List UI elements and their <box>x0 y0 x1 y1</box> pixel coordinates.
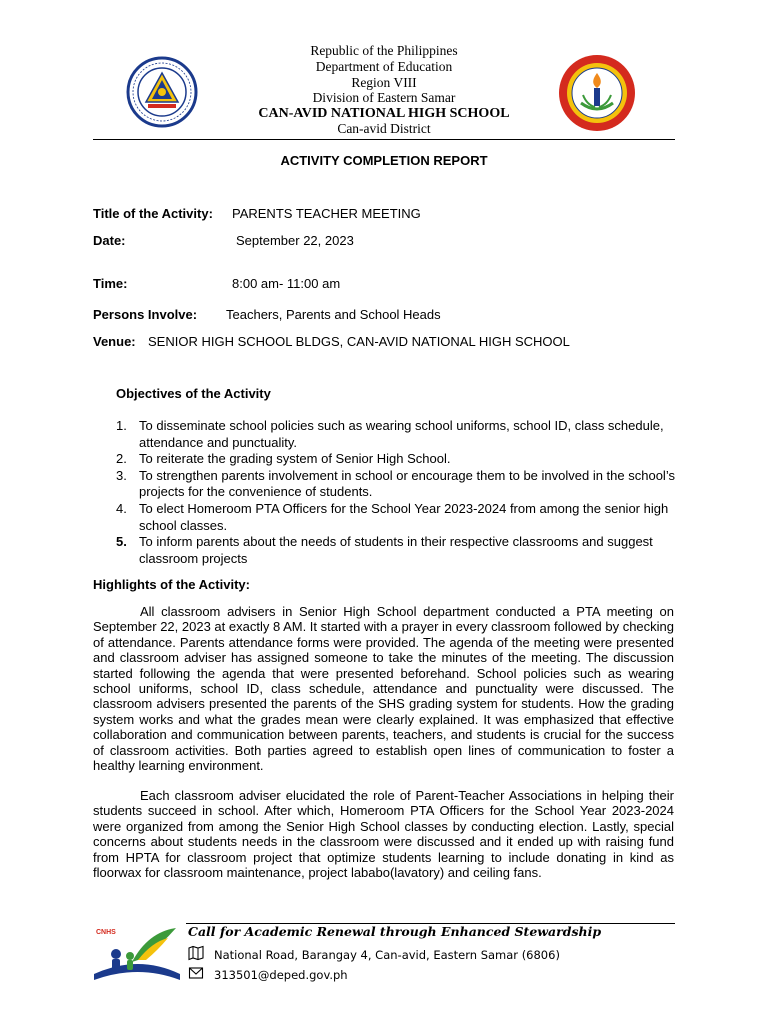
time-value: 8:00 am- 11:00 am <box>232 276 341 291</box>
activity-title-field <box>93 206 421 221</box>
objectives-list <box>93 418 678 567</box>
list-item <box>93 451 678 468</box>
list-text: To reiterate the grading system of Senior High School. <box>139 451 451 467</box>
footer-address: National Road, Barangay 4, Can-avid, Eastern Samar (6806) <box>214 948 560 962</box>
list-number: 2. <box>116 451 127 467</box>
header-line: Region VIII <box>351 75 417 90</box>
list-text: To inform parents about the needs of students in their respective classrooms and suggest classroom projects <box>139 534 653 566</box>
district: Can-avid District <box>337 121 431 136</box>
time-label: Time: <box>93 276 128 291</box>
persons-field <box>93 307 441 322</box>
list-number: 3. <box>116 467 127 483</box>
list-number: 4. <box>116 500 127 516</box>
school-name: CAN-AVID NATIONAL HIGH SCHOOL <box>258 106 510 121</box>
list-text: To strengthen parents involvement in school or encourage them to be involved in the school’s projects for the convenience of students. <box>139 467 675 500</box>
venue-value: SENIOR HIGH SCHOOL BLDGS, CAN-AVID NATIONAL HIGH SCHOOL <box>148 334 570 349</box>
header-line: Republic of the Philippines <box>310 43 458 58</box>
list-number: 5. <box>116 534 127 550</box>
objectives-heading: Objectives of the Activity <box>116 386 271 401</box>
highlights-paragraph-2: Each classroom adviser elucidated the role of Parent-Teacher Associations in helping their students succeed in school. After which, Homeroom PTA Officers for the School Year 2023-2024 were organized from among the Senior High School classes by conducting election. Lastly, special concerns about students needs in the classroom were discussed and it ended up with raising fund from HPTA for classroom project that optimize students learning to include donating in kind as floorwax for classroom maintenance, project lababo(lavatory) and ceiling fans. <box>93 788 674 881</box>
report-title: ACTIVITY COMPLETION REPORT <box>280 153 488 168</box>
date-field <box>93 233 354 248</box>
date-value: September 22, 2023 <box>236 233 354 248</box>
time-field <box>93 276 341 291</box>
header-line: Division of Eastern Samar <box>312 90 456 105</box>
highlights-paragraph-1: All classroom advisers in Senior High School department conducted a PTA meeting on September 22, 2023 at exactly 8 AM. It started with a prayer in every classroom followed by checking of attendance. Parents attendance forms were provided. The agenda of the meeting were presented and classroom adviser has assigned someone to take the minutes of the meeting. The discussion started following the agenda that were presented beforehand. School policies such as wearing school uniforms, school ID, class schedule, attendance and punctuality were discussed. The classroom advisers presented the parents of the SHS grading system for students. How the grading system works and what the grades mean were clearly explained. It was emphasized that effective collaboration and communication between parents, teachers, and students is crucial for the success of classroom activities. Both parties agreed to establish open lines of communication to foster a healthy learning environment. <box>93 604 674 774</box>
activity-title-value: PARENTS TEACHER MEETING <box>232 206 421 221</box>
venue-label: Venue: <box>93 334 136 349</box>
activity-title-label: Title of the Activity: <box>93 206 213 221</box>
persons-label: Persons Involve: <box>93 307 198 322</box>
list-item <box>93 418 678 451</box>
list-item <box>93 534 678 567</box>
venue-field <box>93 334 570 349</box>
map-icon <box>188 945 204 961</box>
header-line: Department of Education <box>315 59 453 74</box>
mail-icon <box>188 965 204 981</box>
list-item <box>93 501 678 534</box>
footer-email: 313501@deped.gov.ph <box>214 968 348 982</box>
highlights-heading: Highlights of the Activity: <box>93 577 250 592</box>
list-text: To disseminate school policies such as wearing school uniforms, school ID, class schedule, attendance and punctuality. <box>139 418 664 450</box>
list-text: To elect Homeroom PTA Officers for the School Year 2023-2024 from among the senior high school classes. <box>139 500 669 533</box>
list-item <box>93 468 678 501</box>
footer-logo-text: CNHS <box>96 929 116 936</box>
list-number: 1. <box>116 418 127 433</box>
date-label: Date: <box>93 233 126 248</box>
persons-value: Teachers, Parents and School Heads <box>226 307 441 322</box>
footer-motto: Call for Academic Renewal through Enhanced Stewardship <box>188 924 602 939</box>
cnhs-footer-logo <box>92 924 184 986</box>
header-divider <box>93 139 675 140</box>
